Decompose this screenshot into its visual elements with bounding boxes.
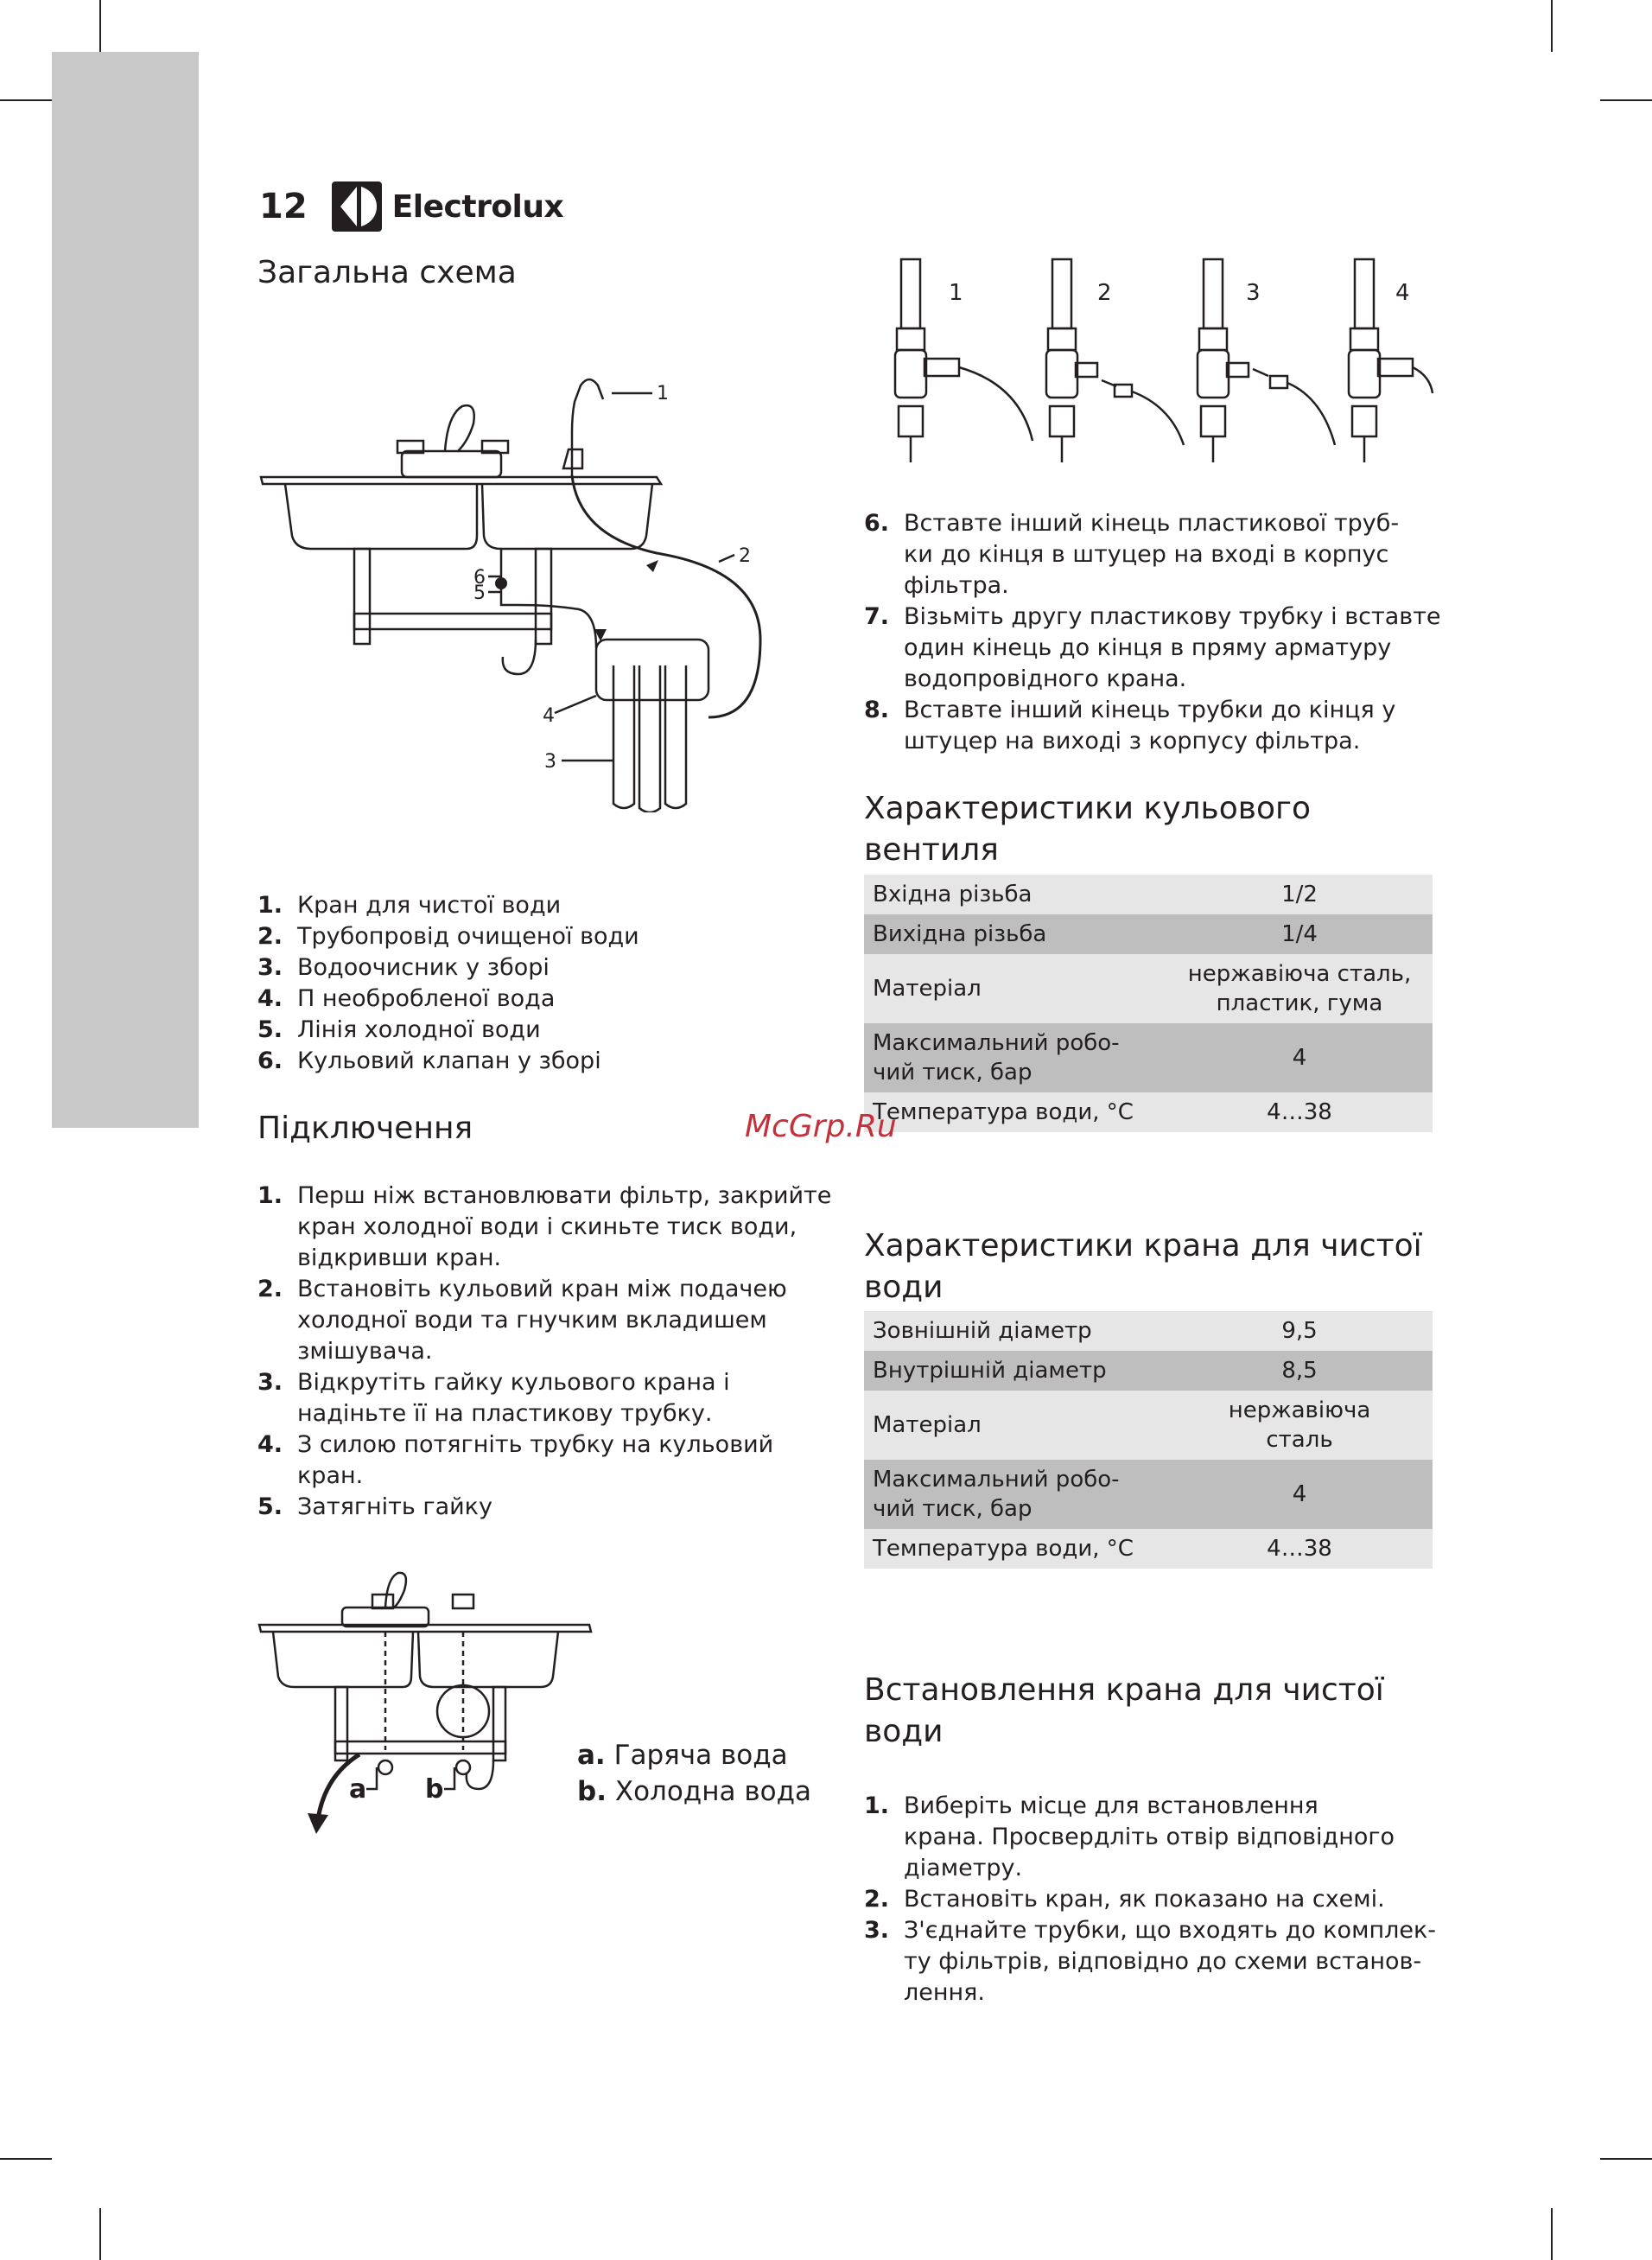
step-label: 4 (1395, 280, 1410, 306)
table-row: Зовнішній діаметр 9,5 (864, 1311, 1433, 1351)
list-item: 3. Відкрутіть гайку кульового крана і надіньте її на пластикову трубку. (257, 1369, 730, 1427)
callout-label: 5 (473, 583, 486, 604)
ball-valve-specs-title: Характеристики кульового вентиля (864, 791, 1311, 868)
list-item: a. Гаряча вода (577, 1740, 788, 1771)
list-item: 1. Перш ніж встановлювати фільтр, закрийте кран холодної води і скиньте тиск води, відкривши кран. (257, 1182, 832, 1271)
callout-label: 3 (544, 751, 556, 773)
faucet-install-title: Встановлення крана для чистої води (864, 1672, 1384, 1749)
list-item: b. Холодна вода (577, 1776, 812, 1807)
step-label: 2 (1097, 280, 1112, 306)
crop-mark (0, 2158, 52, 2160)
table-row: Вихідна різьба 1/4 (864, 914, 1433, 954)
table-row: Температура води, °C 4…38 (864, 1092, 1433, 1132)
table-row: Максимальний робо- чий тиск, бар 4 (864, 1023, 1433, 1092)
ab-label: b (425, 1774, 444, 1805)
faucet-install-steps (864, 1791, 1452, 2009)
callout-label: 6 (473, 567, 486, 589)
list-item: 4. П необробленої вода (257, 985, 556, 1012)
crop-mark (1551, 2208, 1553, 2260)
list-item: 4. З силою потягніть трубку на кульовий кран. (257, 1431, 774, 1489)
list-item: 6. Кульовий клапан у зборі (257, 1047, 601, 1074)
electrolux-logo-icon (332, 181, 382, 232)
general-scheme-title: Загальна схема (257, 255, 517, 290)
list-item: 1. Виберіть місце для встановлення крана. Просвердліть отвір відповідного діаметру. (864, 1792, 1395, 1881)
list-item: 5. Затягніть гайку (257, 1493, 492, 1520)
brand-name: Electrolux (391, 188, 564, 225)
faucet-specs-table (864, 1311, 1433, 1569)
list-item: 2. Трубопровід очищеної води (257, 923, 639, 950)
callout-label: 1 (657, 383, 669, 404)
ball-valve-connection-diagram (256, 1556, 601, 1867)
callout-label: 4 (543, 705, 555, 727)
watermark: McGrp.Ru (745, 1109, 897, 1144)
step-figure-2 (1046, 259, 1184, 462)
continued-steps (864, 508, 1452, 757)
connection-steps (257, 1181, 845, 1523)
list-item: 7. Візьміть другу пластикову трубку і вставте один кінець до кінця в пряму арматуру водопровідного крана. (864, 603, 1441, 692)
table-row: Вхідна різьба 1/2 (864, 875, 1433, 914)
step-figure-3 (1198, 259, 1335, 462)
crop-mark (99, 2208, 101, 2260)
list-item: 2. Встановіть кран, як показано на схемі. (864, 1886, 1385, 1913)
table-row: Максимальний робо- чий тиск, бар 4 (864, 1460, 1433, 1529)
general-scheme-legend (257, 890, 810, 1077)
crop-mark (99, 0, 101, 52)
tube-insertion-steps-diagram (873, 255, 1434, 467)
crop-mark (1551, 0, 1553, 52)
crop-mark (0, 99, 52, 101)
list-item: 8. Вставте інший кінець трубки до кінця у штуцер на виході з корпусу фільтра. (864, 697, 1396, 754)
step-label: 3 (1246, 280, 1261, 306)
step-figure-1 (895, 259, 1032, 462)
table-row: Матеріал нержавіюча сталь, пластик, гума (864, 954, 1433, 1023)
side-tab (52, 52, 199, 1128)
step-figure-4 (1349, 259, 1433, 462)
list-item: 1. Кран для чистої води (257, 892, 562, 919)
ball-valve-specs-table (864, 875, 1433, 1132)
crop-mark (1600, 99, 1652, 101)
callout-label: 2 (739, 545, 751, 567)
table-row: Внутрішній діаметр 8,5 (864, 1351, 1433, 1391)
crop-mark (1600, 2158, 1652, 2160)
connection-title: Підключення (257, 1111, 473, 1146)
general-scheme-diagram (251, 354, 821, 812)
table-row: Матеріал нержавіюча сталь (864, 1391, 1433, 1460)
page-number: 12 (259, 187, 308, 226)
list-item: 5. Лінія холодної води (257, 1016, 541, 1043)
ab-label: a (349, 1774, 367, 1805)
list-item: 6. Вставте інший кінець пластикової труб- ки до кінця в штуцер на вході в корпус фільтра. (864, 510, 1400, 599)
step-label: 1 (949, 280, 963, 306)
page-header (259, 181, 563, 232)
hot-cold-legend (577, 1737, 811, 1810)
list-item: 3. З'єднайте трубки, що входять до комплек- ту фільтрів, відповідно до схеми встанов- лення. (864, 1917, 1437, 2006)
list-item: 3. Водоочисник у зборі (257, 954, 550, 981)
list-item: 2. Встановіть кульовий кран між подачею холодної води та гнучким вкладишем змішувача. (257, 1276, 787, 1365)
table-row: Температура води, °C 4…38 (864, 1529, 1433, 1569)
faucet-specs-title: Характеристики крана для чистої води (864, 1228, 1422, 1305)
